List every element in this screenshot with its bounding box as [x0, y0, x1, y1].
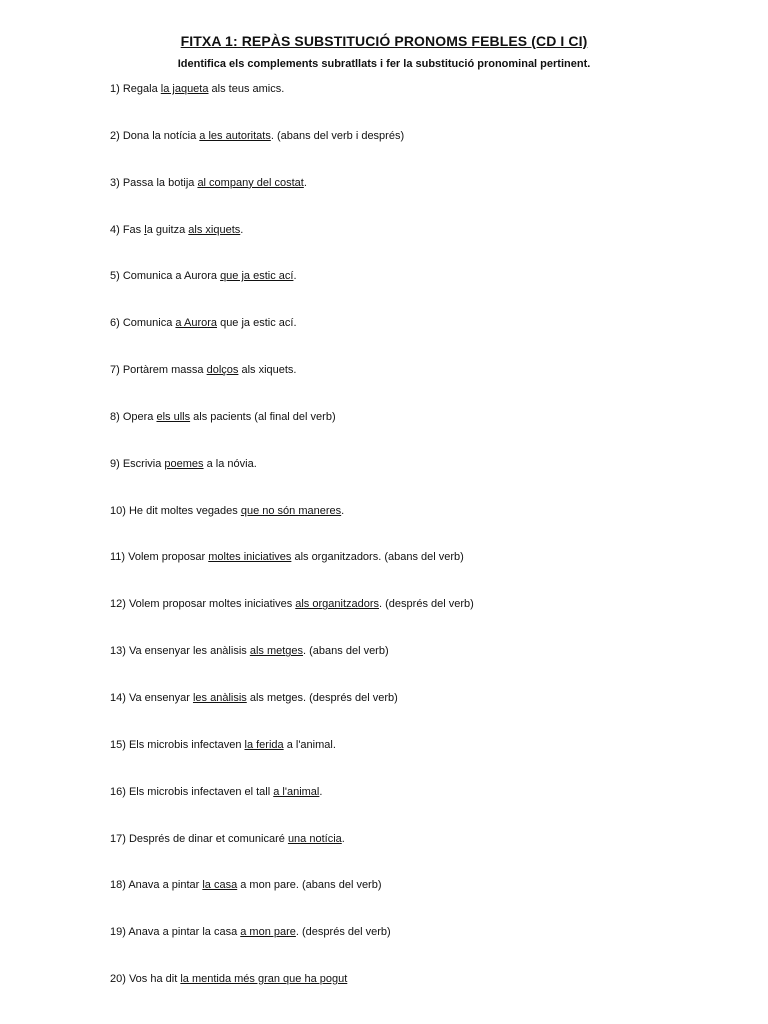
underlined-complement: als metges [249, 645, 304, 658]
underlined-complement: la ferida [244, 738, 284, 751]
sentence-text: als organitzadors. (abans del verb) [291, 551, 464, 564]
underlined-complement: al company del costat [197, 176, 304, 189]
underlined-complement: poemes [164, 457, 204, 470]
sentence-text: als pacients (al final del verb) [190, 410, 336, 423]
sentence-text: 1) Regala [110, 83, 161, 95]
underlined-complement: dolços [206, 364, 239, 377]
sentence-text: 16) Els microbis infectaven el tall [110, 785, 274, 798]
exercise-item [110, 785, 474, 832]
sentence-text: . (abans del verb) [303, 645, 389, 658]
sentence-text: . [240, 223, 244, 236]
sentence-text: a l'animal. [283, 738, 336, 751]
exercise-item [110, 504, 474, 551]
exercise-item [110, 316, 474, 363]
underlined-complement: la jaqueta [160, 83, 209, 95]
exercise-item [110, 878, 474, 925]
exercise-item [110, 457, 474, 504]
sentence-text: 12) Volem proposar moltes iniciatives [110, 598, 296, 611]
underlined-complement: als organitzadors [295, 598, 380, 611]
exercise-item [110, 644, 474, 691]
sentence-text: a guitza [146, 223, 189, 236]
sentence-text: 10) He dit moltes vegades [110, 504, 241, 517]
underlined-complement: una notícia [287, 832, 342, 845]
underlined-complement: que ja estic ací [220, 270, 294, 283]
underlined-complement: als xiquets [188, 223, 241, 236]
sentence-text: 5) Comunica a Aurora [110, 270, 221, 283]
underlined-complement: a l'animal [273, 785, 320, 798]
sentence-text: que ja estic ací. [217, 317, 297, 330]
underlined-complement: a Aurora [175, 317, 218, 330]
sentence-text: 7) Portàrem massa [110, 364, 207, 377]
sentence-text: . (després del verb) [295, 926, 391, 939]
sentence-text: 2) Dona la notícia [110, 129, 200, 142]
sentence-text: . [319, 785, 323, 798]
exercise-item [110, 972, 474, 1019]
exercise-item [110, 82, 474, 129]
sentence-text: a mon pare. (abans del verb) [237, 879, 382, 892]
sentence-text: 13) Va ensenyar les anàlisis [110, 645, 250, 658]
sentence-text: 6) Comunica [110, 317, 176, 330]
worksheet-instruction: Identifica els complements subratllats i fer la substitució pronominal pertinent. [177, 58, 591, 70]
exercise-item [110, 410, 474, 457]
sentence-text: . (després del verb) [379, 598, 474, 611]
sentence-text: 3) Passa la botija [110, 176, 198, 189]
exercise-item [110, 738, 474, 785]
sentence-text: 9) Escrivia [110, 457, 165, 470]
worksheet-title: FITXA 1: REPÀS SUBSTITUCIÓ PRONOMS FEBLES (CD I CI) [180, 33, 588, 49]
exercise-item [110, 269, 474, 316]
sentence-text: 4) Fas [110, 223, 145, 236]
sentence-text: 18) Anava a pintar [110, 879, 203, 892]
sentence-text: 20) Vos ha dit [110, 973, 181, 986]
sentence-text: . [293, 270, 297, 283]
sentence-text: 11) Volem proposar [110, 551, 209, 564]
sentence-text: 8) Opera [110, 410, 157, 423]
underlined-complement: les anàlisis [192, 691, 247, 704]
exercise-item [110, 550, 474, 597]
underlined-complement: la casa [202, 879, 238, 892]
underlined-complement: a les autoritats [199, 129, 271, 142]
exercise-item [110, 691, 474, 738]
exercise-item [110, 925, 474, 972]
sentence-text: . [303, 176, 307, 189]
sentence-text: 15) Els microbis infectaven [110, 738, 245, 751]
underlined-complement: l [144, 223, 147, 236]
underlined-complement: els ulls [156, 410, 191, 423]
sentence-text: 14) Va ensenyar [110, 691, 193, 704]
underlined-complement: a mon pare [240, 926, 296, 939]
underlined-complement: que no són maneres [240, 504, 342, 517]
sentence-text: als teus amics. [208, 83, 285, 95]
exercise-item [110, 129, 474, 176]
exercise-item [110, 597, 474, 644]
sentence-text: . [341, 832, 345, 845]
sentence-text: als xiquets. [238, 364, 297, 377]
underlined-complement: moltes iniciatives [208, 551, 292, 564]
exercise-item [110, 832, 474, 879]
sentence-text: a la nóvia. [203, 457, 257, 470]
underlined-complement: la mentida més gran que ha pogut [180, 973, 348, 986]
sentence-text: 19) Anava a pintar la casa [110, 926, 241, 939]
sentence-text: als metges. (després del verb) [246, 691, 398, 704]
exercise-list [110, 82, 474, 1019]
exercise-item [110, 176, 474, 223]
exercise-item [110, 363, 474, 410]
sentence-text: 17) Després de dinar et comunicaré [110, 832, 288, 845]
sentence-text: . [341, 504, 345, 517]
sentence-text: . (abans del verb i després) [270, 129, 405, 142]
exercise-item [110, 223, 474, 270]
